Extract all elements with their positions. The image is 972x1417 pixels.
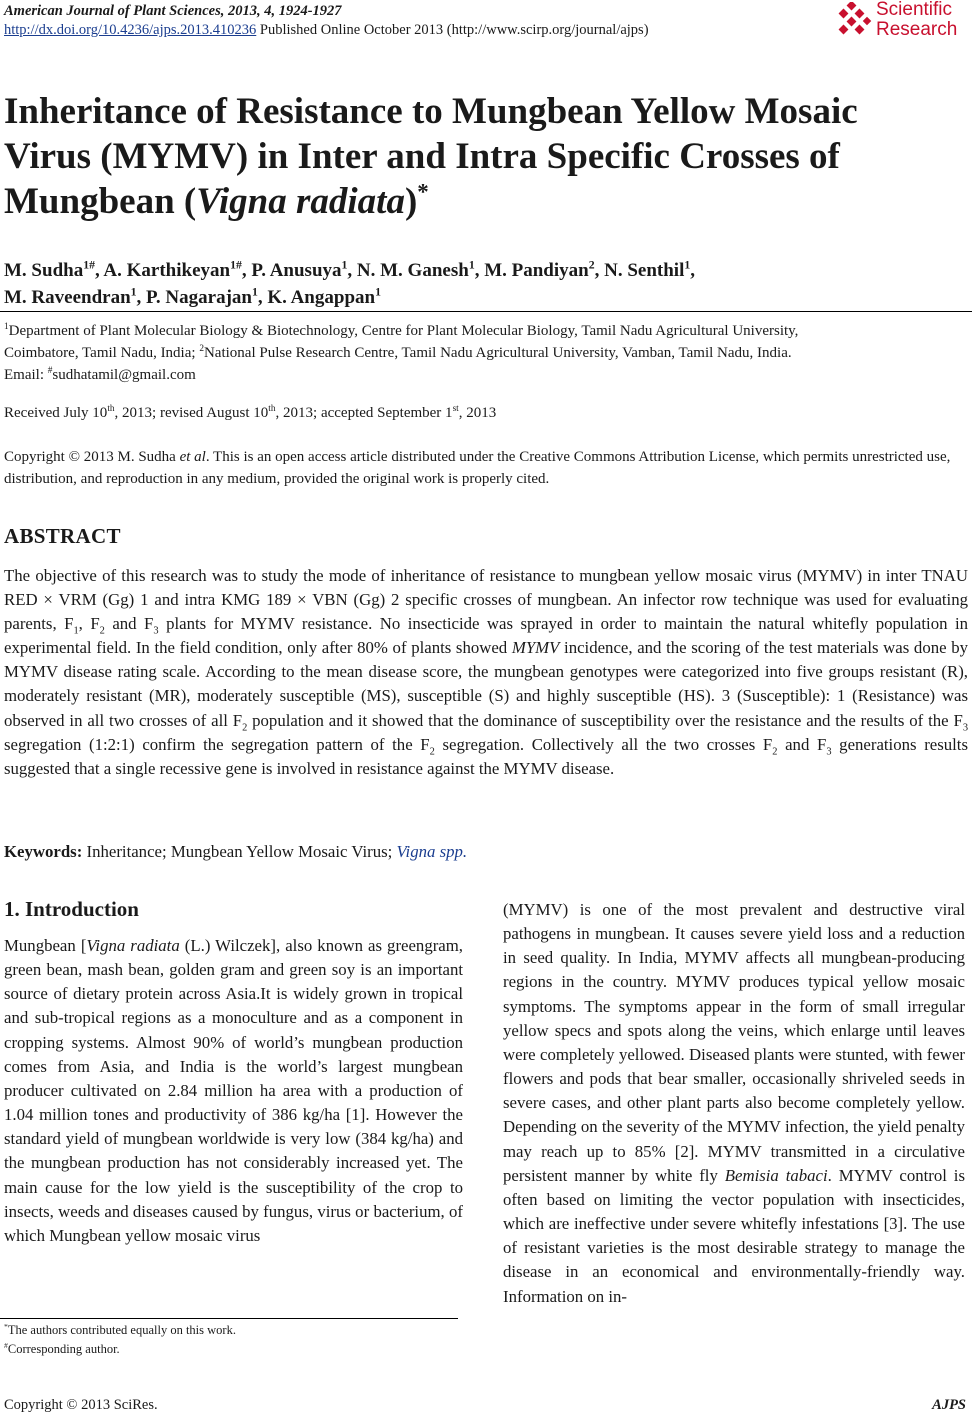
doi-line: http://dx.doi.org/10.4236/ajps.2013.410236 Published Online October 2013 (http://www.scirp.org/journal/ajps) [4,22,649,38]
footnotes: *The authors contributed equally on this work. #Corresponding author. [4,1321,236,1356]
journal-citation: American Journal of Plant Sciences, 2013, 4, 1924-1927 [4,3,342,19]
affiliations: $^1$Department of Plant Molecular Biology & Biotechnology, Centre for Plant Molecular Biology, Tamil Nadu Agricultural University, Coimbatore, Tamil Nadu, India; $^2$National Pulse Research Centre, Tamil Nadu Agricultural University, Vamban, Tamil Nadu, India. Email: #sudhatamil@gmail.com [4,322,799,383]
received-dates: Received July 10th, 2013; revised August 10th, 2013; accepted September 1st, 2013 [4,404,497,421]
footer-copyright: Copyright © 2013 SciRes. [4,1397,158,1413]
journal-name: American Journal of Plant Sciences [4,3,221,19]
logo-icon [834,2,872,40]
abstract-body: The objective of this research was to study the mode of inheritance of resistance to mungbean yellow mosaic virus (MYMV) in inter TNAU RED × VRM (Gg) 1 and intra KMG 189 × VBN (Gg) 2 specific crosses of mungbean. An infector row technique was used for evaluating parents, $F_1$, $F_2$ and $F_3$ plants for MYMV resistance. No insecticide was sprayed in order to maintain the natural whitefly population in experimental field. In the field condition, only after 80% of plants showed MYMV incidence, and the scoring of the test materials was done by MYMV disease rating scale. According to the mean disease score, the mungbean genotypes were categorized into five groups resistant (R), moderately resistant (MR), moderately susceptible (MS), susceptible (S) and highly susceptible (HS). 3 (Susceptible): 1 (Resistance) was observed in all two crosses of all $F_2$ population and it showed that the dominance of susceptibility over the resistance and the results of the $F_3$ segregation (1:2:1) confirm the segregation pattern of the $F_2$ segregation. Collectively all the two crosses $F_2$ and $F_3$ generations results suggested that a single recessive gene is involved in resistance against the MYMV disease. [4,566,969,778]
publisher-logo [834,0,964,42]
section-heading-introduction: 1. Introduction [4,897,139,921]
keywords: Keywords: Inheritance; Mungbean Yellow Mosaic Virus; Vigna spp. [4,842,468,861]
abstract-heading: ABSTRACT [4,524,121,548]
logo-text: Scientific Research [876,0,958,40]
copyright-notice: Copyright © 2013 M. Sudha et al. This is an open access article distributed under the Creative Commons Attribution License, which permits unrestricted use, distribution, and reproduction in any medium, provided the original work is properly cited. [4,449,951,487]
author-list: M. Sudha$^{1\#}$, A. Karthikeyan$^{1\#}$, P. Anusuya$^1$, N. M. Ganesh$^1$, M. Pandiyan$^2$, N. Senthil$^1$, M. Raveendran$^1$, P. Nagarajan$^1$, K. Angappan$^1$ [4,258,696,308]
running-header [4,2,649,40]
body-column-left: Mungbean [Vigna radiata (L.) Wilczek], also known as greengram, green bean, mash bean, golden gram and green soy is an important source of dietary protein across Asia.It is widely grown in tropical and sub-tropical regions as a monoculture and as a component in cropping systems. Almost 90% of world’s mungbean production comes from Asia, and India is the world’s largest mungbean producer cultivated on 2.84 million ha area with a production of 1.04 million tones and productivity of 386 kg/ha [1]. However the standard yield of mungbean worldwide is very low (384 kg/ha) and the mungbean production has not considerably increased yet. The main cause for the low yield is the susceptibility of the crop to insects, weeds and diseases caused by fungus, virus or bacterium, of which Mungbean yellow mosaic virus [4,936,464,1245]
body-column-right: (MYMV) is one of the most prevalent and destructive viral pathogens in mungbean. It causes severe yield loss and a reduction in seed quality. In India, MYMV affects all mungbean-producing regions in the country. MYMV produces typical yellow mosaic symptoms. The symptoms appear in the form of small irregular yellow specs and spots along the veins, which enlarge until leaves were completely yellowed. Diseased plants were stunted, with fewer flowers and pods that bear smaller, occasionally shriveled seeds in severe cases, and other plant parts also become completely yellow. Depending on the severity of the MYMV infection, the yield penalty may reach up to 85% [2]. MYMV transmitted in a circulative persistent manner by white fly Bemisia tabaci. MYMV control is often based on limiting the vector population with insecticides, which are ineffective under severe whitefly infestations [3]. The use of resistant varieties is the most desirable strategy to manage the disease in an economical and environmentally-friendly way. Information on in- [503,900,965,1306]
footnote-divider [0,1318,458,1319]
footer-journal-abbrev: AJPS [932,1397,966,1413]
email-address[interactable]: sudhatamil@gmail.com [52,367,196,383]
header-divider [0,311,972,312]
paper-title: Inheritance of Resistance to Mungbean Yellow Mosaic Virus (MYMV) in Inter and Intra Specific Crosses of Mungbean (Vigna radiata)* [4,91,858,222]
doi-link[interactable]: http://dx.doi.org/10.4236/ajps.2013.410236 [4,22,257,38]
